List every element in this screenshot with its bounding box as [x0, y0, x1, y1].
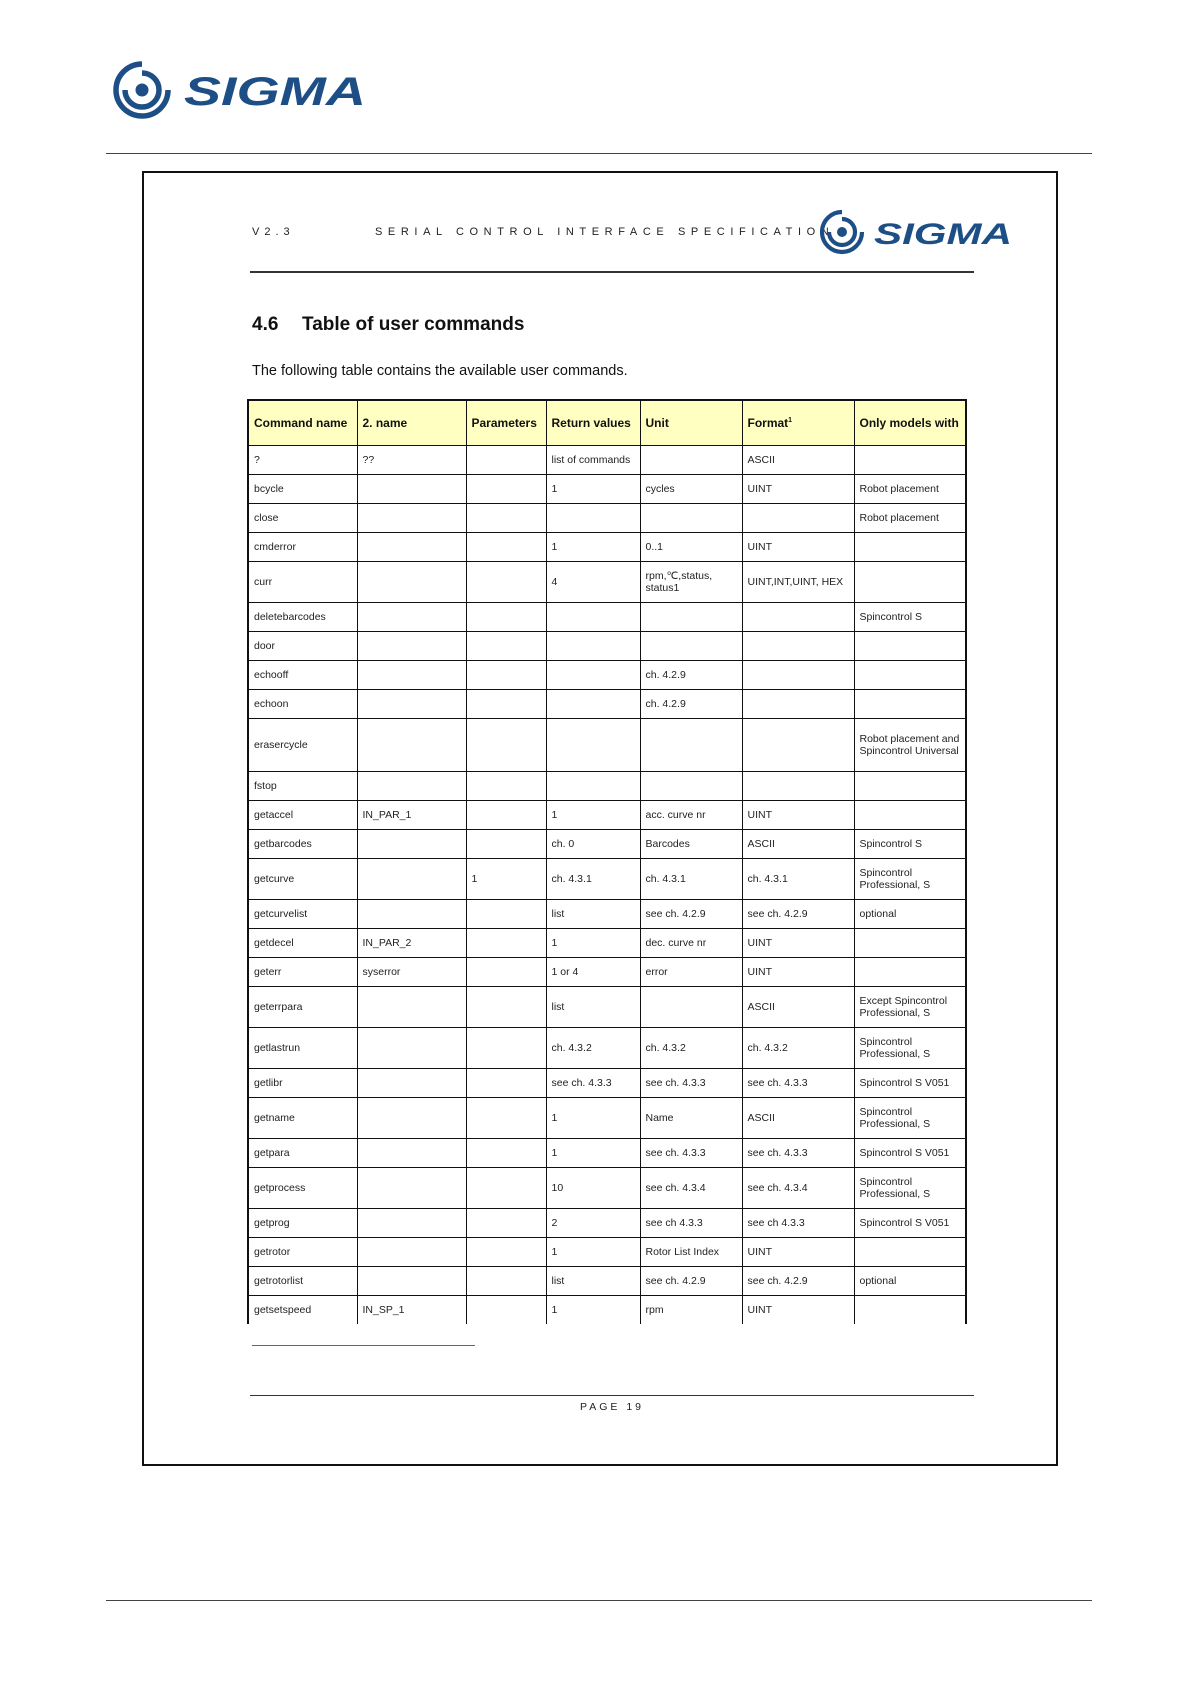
- table-row: [248, 632, 966, 661]
- cell-format: ASCII: [742, 987, 854, 1028]
- cell-only-models: optional: [854, 1267, 966, 1296]
- cell-parameters: [466, 772, 546, 801]
- cell-format: see ch. 4.2.9: [742, 1267, 854, 1296]
- cell-unit: ch. 4.3.2: [640, 1028, 742, 1069]
- section-title: Table of user commands: [302, 314, 525, 335]
- cell-unit: rpm,℃,status, status1: [640, 562, 742, 603]
- table-row: [248, 1238, 966, 1267]
- cell-only-models: [854, 772, 966, 801]
- header-parameters: Parameters: [466, 400, 546, 446]
- table-row: [248, 504, 966, 533]
- table-row: [248, 900, 966, 929]
- cell-second-name: IN_PAR_2: [357, 929, 466, 958]
- cell-unit: see ch. 4.2.9: [640, 1267, 742, 1296]
- cell-return-values: [546, 661, 640, 690]
- cell-return-values: 1 or 4: [546, 958, 640, 987]
- cell-format: [742, 661, 854, 690]
- doc-sigma-logo: [820, 208, 1020, 258]
- cell-only-models: Spincontrol S: [854, 603, 966, 632]
- cell-command-name: cmderror: [248, 533, 357, 562]
- cell-return-values: 1: [546, 475, 640, 504]
- cell-only-models: Spincontrol S V051: [854, 1209, 966, 1238]
- cell-parameters: 1: [466, 859, 546, 900]
- cell-only-models: [854, 446, 966, 475]
- cell-second-name: syserror: [357, 958, 466, 987]
- cell-command-name: getaccel: [248, 801, 357, 830]
- table-row: [248, 1209, 966, 1238]
- table-row: [248, 690, 966, 719]
- cell-only-models: [854, 801, 966, 830]
- bottom-rule: [106, 1600, 1092, 1601]
- cell-only-models: Except Spincontrol Professional, S: [854, 987, 966, 1028]
- cell-return-values: see ch. 4.3.3: [546, 1069, 640, 1098]
- cell-format: ASCII: [742, 446, 854, 475]
- cell-format: UINT: [742, 1238, 854, 1267]
- cell-unit: rpm: [640, 1296, 742, 1325]
- cell-return-values: list of commands: [546, 446, 640, 475]
- table-row: [248, 1139, 966, 1168]
- cell-only-models: [854, 690, 966, 719]
- cell-format: [742, 632, 854, 661]
- cell-only-models: Spincontrol Professional, S: [854, 859, 966, 900]
- cell-second-name: [357, 603, 466, 632]
- cell-command-name: getlibr: [248, 1069, 357, 1098]
- cell-format: UINT: [742, 958, 854, 987]
- cell-second-name: [357, 987, 466, 1028]
- cell-parameters: [466, 1069, 546, 1098]
- cell-second-name: [357, 772, 466, 801]
- sigma-logo-icon: [112, 58, 372, 126]
- doc-title: SERIAL CONTROL INTERFACE SPECIFICATION: [375, 226, 835, 238]
- cell-command-name: getpara: [248, 1139, 357, 1168]
- cell-only-models: [854, 661, 966, 690]
- cell-second-name: [357, 1098, 466, 1139]
- cell-unit: [640, 446, 742, 475]
- header-format: [742, 400, 854, 446]
- cell-only-models: Robot placement: [854, 504, 966, 533]
- cell-second-name: [357, 475, 466, 504]
- user-commands-table: [247, 399, 965, 1324]
- cell-return-values: [546, 772, 640, 801]
- doc-header-rule: [250, 271, 974, 273]
- cell-format: see ch. 4.3.3: [742, 1069, 854, 1098]
- cell-unit: see ch. 4.3.4: [640, 1168, 742, 1209]
- table-header-row: [248, 400, 966, 446]
- cell-only-models: Spincontrol S V051: [854, 1139, 966, 1168]
- cell-format: [742, 504, 854, 533]
- table-row: [248, 719, 966, 772]
- cell-second-name: [357, 1267, 466, 1296]
- cell-second-name: [357, 859, 466, 900]
- cell-format: UINT: [742, 929, 854, 958]
- cell-format: [742, 690, 854, 719]
- cell-command-name: close: [248, 504, 357, 533]
- cell-format: [742, 719, 854, 772]
- cell-format: see ch. 4.2.9: [742, 900, 854, 929]
- cell-parameters: [466, 719, 546, 772]
- cell-return-values: 1: [546, 801, 640, 830]
- cell-only-models: [854, 1296, 966, 1325]
- cell-second-name: [357, 1238, 466, 1267]
- table-row: [248, 661, 966, 690]
- cell-format: [742, 603, 854, 632]
- cell-return-values: ch. 4.3.2: [546, 1028, 640, 1069]
- cell-return-values: list: [546, 987, 640, 1028]
- cell-parameters: [466, 603, 546, 632]
- cell-command-name: getname: [248, 1098, 357, 1139]
- cell-parameters: [466, 1209, 546, 1238]
- cell-only-models: Spincontrol S: [854, 830, 966, 859]
- cell-format: ch. 4.3.1: [742, 859, 854, 900]
- cell-parameters: [466, 1267, 546, 1296]
- cell-return-values: list: [546, 900, 640, 929]
- cell-only-models: optional: [854, 900, 966, 929]
- cell-command-name: geterr: [248, 958, 357, 987]
- cell-unit: [640, 603, 742, 632]
- cell-format: ch. 4.3.2: [742, 1028, 854, 1069]
- doc-logo-text: SIGMA: [874, 218, 1012, 251]
- cell-unit: [640, 632, 742, 661]
- cell-unit: Barcodes: [640, 830, 742, 859]
- cell-format: ASCII: [742, 830, 854, 859]
- cell-format: UINT: [742, 801, 854, 830]
- cell-parameters: [466, 958, 546, 987]
- cell-format: UINT: [742, 475, 854, 504]
- table-row: [248, 475, 966, 504]
- cell-parameters: [466, 1098, 546, 1139]
- cell-parameters: [466, 987, 546, 1028]
- table-row: [248, 1069, 966, 1098]
- cell-return-values: [546, 690, 640, 719]
- cell-only-models: Spincontrol Professional, S: [854, 1098, 966, 1139]
- header-command-name: Command name: [248, 400, 357, 446]
- table-row: [248, 801, 966, 830]
- table-row: [248, 929, 966, 958]
- cell-second-name: [357, 661, 466, 690]
- section-number: 4.6: [252, 314, 279, 335]
- cell-parameters: [466, 475, 546, 504]
- table-row: [248, 562, 966, 603]
- table-row: [248, 830, 966, 859]
- cell-command-name: getdecel: [248, 929, 357, 958]
- cell-parameters: [466, 1168, 546, 1209]
- cell-command-name: geterrpara: [248, 987, 357, 1028]
- table-row: [248, 1168, 966, 1209]
- cell-parameters: [466, 830, 546, 859]
- cell-second-name: [357, 690, 466, 719]
- header-format-label: Format: [747, 416, 789, 430]
- cell-only-models: [854, 562, 966, 603]
- cell-unit: 0..1: [640, 533, 742, 562]
- cell-command-name: getbarcodes: [248, 830, 357, 859]
- cell-command-name: echooff: [248, 661, 357, 690]
- cell-unit: ch. 4.2.9: [640, 661, 742, 690]
- cell-second-name: [357, 562, 466, 603]
- cell-second-name: IN_PAR_1: [357, 801, 466, 830]
- cell-only-models: [854, 632, 966, 661]
- cell-parameters: [466, 1238, 546, 1267]
- cell-command-name: getlastrun: [248, 1028, 357, 1069]
- cell-parameters: [466, 504, 546, 533]
- cell-format: see ch. 4.3.4: [742, 1168, 854, 1209]
- cell-command-name: door: [248, 632, 357, 661]
- cell-second-name: [357, 504, 466, 533]
- cell-command-name: deletebarcodes: [248, 603, 357, 632]
- cell-only-models: Robot placement: [854, 475, 966, 504]
- cell-second-name: IN_SP_1: [357, 1296, 466, 1325]
- cell-only-models: Spincontrol Professional, S: [854, 1028, 966, 1069]
- cell-unit: see ch. 4.3.3: [640, 1069, 742, 1098]
- sigma-logo-icon: [820, 208, 1020, 258]
- cell-second-name: [357, 533, 466, 562]
- cell-command-name: erasercycle: [248, 719, 357, 772]
- top-logo-text: SIGMA: [184, 70, 366, 114]
- cell-return-values: 1: [546, 1098, 640, 1139]
- cell-format: UINT: [742, 533, 854, 562]
- table-row: [248, 859, 966, 900]
- cell-command-name: fstop: [248, 772, 357, 801]
- cell-only-models: [854, 929, 966, 958]
- cell-command-name: getcurve: [248, 859, 357, 900]
- cell-parameters: [466, 801, 546, 830]
- cell-parameters: [466, 1028, 546, 1069]
- cell-only-models: Robot placement and Spincontrol Universal: [854, 719, 966, 772]
- cell-unit: Name: [640, 1098, 742, 1139]
- cell-return-values: [546, 603, 640, 632]
- cell-return-values: [546, 504, 640, 533]
- cell-return-values: 1: [546, 1139, 640, 1168]
- footer-rule: [250, 1395, 974, 1396]
- cell-unit: error: [640, 958, 742, 987]
- cell-only-models: [854, 1238, 966, 1267]
- cell-return-values: 4: [546, 562, 640, 603]
- top-rule: [106, 153, 1092, 154]
- cell-parameters: [466, 1296, 546, 1325]
- cell-parameters: [466, 929, 546, 958]
- cell-only-models: Spincontrol S V051: [854, 1069, 966, 1098]
- cell-return-values: [546, 719, 640, 772]
- cell-only-models: [854, 958, 966, 987]
- cell-format: [742, 772, 854, 801]
- cell-command-name: curr: [248, 562, 357, 603]
- table-body: [248, 446, 966, 1325]
- table-row: [248, 1028, 966, 1069]
- cell-parameters: [466, 900, 546, 929]
- cell-command-name: getprocess: [248, 1168, 357, 1209]
- cell-return-values: ch. 0: [546, 830, 640, 859]
- cell-return-values: [546, 632, 640, 661]
- header-return-values: Return values: [546, 400, 640, 446]
- header-unit: Unit: [640, 400, 742, 446]
- cell-command-name: bcycle: [248, 475, 357, 504]
- cell-command-name: getcurvelist: [248, 900, 357, 929]
- cell-unit: [640, 987, 742, 1028]
- cell-second-name: [357, 830, 466, 859]
- cell-return-values: 2: [546, 1209, 640, 1238]
- cell-second-name: [357, 1139, 466, 1168]
- cell-second-name: [357, 1069, 466, 1098]
- table-row: [248, 1267, 966, 1296]
- cell-return-values: ch. 4.3.1: [546, 859, 640, 900]
- cell-command-name: ?: [248, 446, 357, 475]
- cell-unit: ch. 4.2.9: [640, 690, 742, 719]
- top-sigma-logo: [112, 58, 372, 126]
- cell-return-values: 1: [546, 929, 640, 958]
- cell-format: see ch 4.3.3: [742, 1209, 854, 1238]
- cell-parameters: [466, 690, 546, 719]
- cell-second-name: [357, 719, 466, 772]
- cell-second-name: [357, 900, 466, 929]
- cell-unit: [640, 504, 742, 533]
- cell-second-name: [357, 1209, 466, 1238]
- cell-second-name: [357, 1168, 466, 1209]
- cell-only-models: Spincontrol Professional, S: [854, 1168, 966, 1209]
- cell-format: see ch. 4.3.3: [742, 1139, 854, 1168]
- cell-only-models: [854, 533, 966, 562]
- cell-return-values: list: [546, 1267, 640, 1296]
- header-second-name: 2. name: [357, 400, 466, 446]
- cell-command-name: echoon: [248, 690, 357, 719]
- cell-unit: see ch 4.3.3: [640, 1209, 742, 1238]
- table-row: [248, 446, 966, 475]
- cell-unit: dec. curve nr: [640, 929, 742, 958]
- cell-format: ASCII: [742, 1098, 854, 1139]
- cell-unit: see ch. 4.3.3: [640, 1139, 742, 1168]
- section-heading: [252, 314, 524, 336]
- cell-unit: [640, 719, 742, 772]
- table-row: [248, 987, 966, 1028]
- table-row: [248, 958, 966, 987]
- cell-parameters: [466, 1139, 546, 1168]
- cell-return-values: 1: [546, 533, 640, 562]
- doc-version: V2.3: [252, 226, 295, 238]
- footnote-mark: 1: [788, 417, 793, 424]
- cell-return-values: 1: [546, 1296, 640, 1325]
- cell-unit: ch. 4.3.1: [640, 859, 742, 900]
- table-row: [248, 1098, 966, 1139]
- cell-unit: acc. curve nr: [640, 801, 742, 830]
- footnote-rule: [252, 1345, 475, 1346]
- table-row: [248, 603, 966, 632]
- cell-second-name: ??: [357, 446, 466, 475]
- cell-second-name: [357, 632, 466, 661]
- cell-unit: see ch. 4.2.9: [640, 900, 742, 929]
- cell-unit: Rotor List Index: [640, 1238, 742, 1267]
- cell-parameters: [466, 562, 546, 603]
- table-row: [248, 533, 966, 562]
- cell-parameters: [466, 533, 546, 562]
- cell-unit: cycles: [640, 475, 742, 504]
- cell-unit: [640, 772, 742, 801]
- page-number: PAGE 19: [580, 1401, 644, 1413]
- cell-return-values: 1: [546, 1238, 640, 1267]
- cell-command-name: getrotorlist: [248, 1267, 357, 1296]
- cell-parameters: [466, 632, 546, 661]
- cell-return-values: 10: [546, 1168, 640, 1209]
- cell-parameters: [466, 661, 546, 690]
- header-only-models: Only models with: [854, 400, 966, 446]
- cell-format: UINT: [742, 1296, 854, 1325]
- cell-command-name: getsetspeed: [248, 1296, 357, 1325]
- cell-second-name: [357, 1028, 466, 1069]
- table-row: [248, 772, 966, 801]
- cell-command-name: getrotor: [248, 1238, 357, 1267]
- cell-parameters: [466, 446, 546, 475]
- table-row: [248, 1296, 966, 1325]
- cell-command-name: getprog: [248, 1209, 357, 1238]
- intro-text: The following table contains the available user commands.: [252, 363, 628, 379]
- cell-format: UINT,INT,UINT, HEX: [742, 562, 854, 603]
